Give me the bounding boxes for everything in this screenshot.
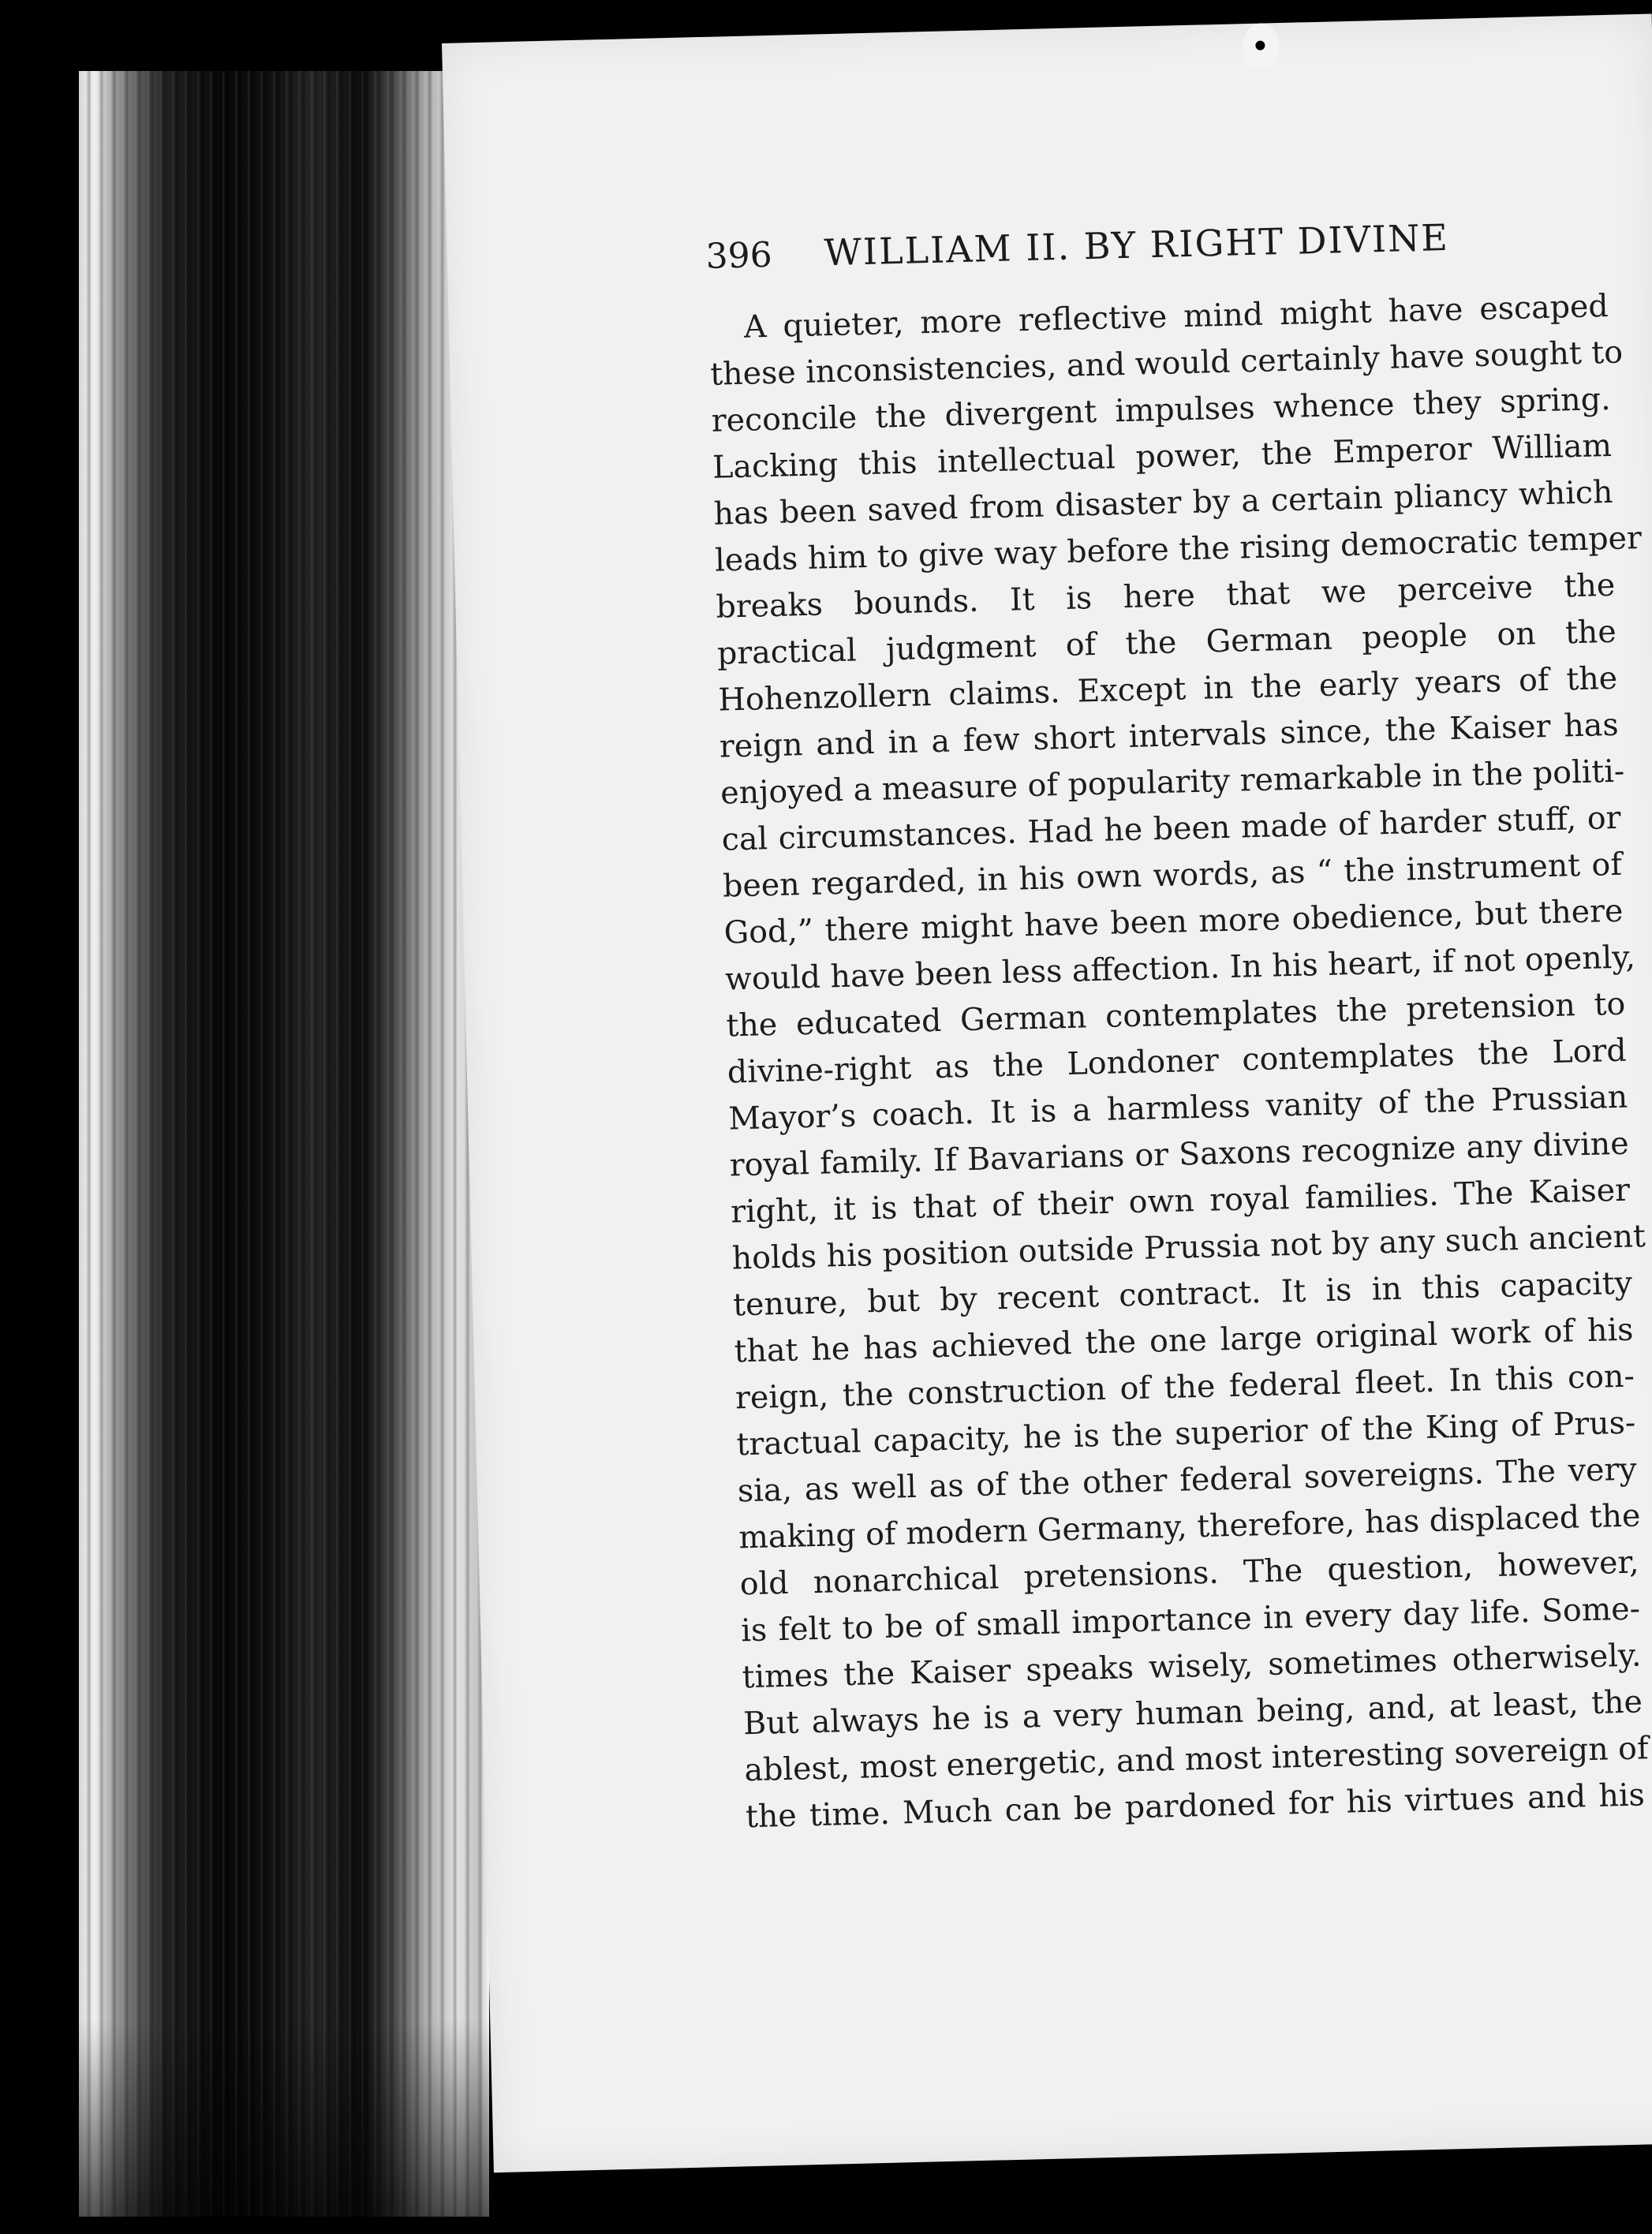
text-line: But always he is a very human being, and, at least, the xyxy=(742,1683,1643,1743)
text-line: is felt to be of small importance in every day life. Some- xyxy=(740,1590,1641,1649)
book-edge-shadow xyxy=(75,2019,493,2234)
text-line: sia, as well as of the other federal sovereigns. The very xyxy=(737,1451,1638,1510)
text-line: God,” there might have been more obedience, but there xyxy=(723,892,1624,951)
text-line: times the Kaiser speaks wisely, sometimes otherwisely. xyxy=(742,1637,1642,1696)
text-line: reign, the construction of the federal fleet. In this con- xyxy=(734,1358,1635,1417)
text-line: practical judgment of the German people on the xyxy=(716,613,1617,672)
page-number: 396 xyxy=(705,234,773,277)
text-line: been regarded, in his own words, as “ the instrument of xyxy=(722,846,1623,905)
text-line: these inconsistencies, and would certainly have sought to xyxy=(709,334,1624,393)
text-line: right, it is that of their own royal families. The Kaiser xyxy=(730,1171,1631,1231)
text-line: A quieter, more reflective mind might have escaped xyxy=(743,287,1609,346)
running-head xyxy=(705,212,1613,277)
chapter-title: WILLIAM II. BY RIGHT DIVINE xyxy=(823,215,1450,275)
text-line: would have been less affection. In his heart, if not openly, xyxy=(724,939,1636,998)
text-line: cal circumstances. Had he been made of harder stuff, or xyxy=(721,799,1621,858)
text-line: tractual capacity, he is the superior of the King of Prus- xyxy=(735,1404,1636,1463)
text-line: ablest, most energetic, and most interesting sovereign of xyxy=(744,1730,1650,1789)
text-line: the time. Much can be pardoned for his virtues and his xyxy=(745,1776,1646,1836)
text-line: tenure, but by recent contract. It is in this capacity xyxy=(732,1265,1633,1324)
text-line: has been saved from disaster by a certain pliancy which xyxy=(713,473,1613,532)
book-fore-edge xyxy=(79,71,489,2217)
text-line: Lacking this intellectual power, the Emperor William xyxy=(712,427,1613,486)
text-line: leads him to give way before the rising democratic temper xyxy=(714,520,1643,579)
text-line: the educated German contemplates the pretension to xyxy=(725,985,1626,1044)
printed-page xyxy=(442,14,1652,2173)
text-line: divine-right as the Londoner contemplates the Lord xyxy=(727,1032,1628,1091)
text-line: enjoyed a measure of popularity remarkable in the politi- xyxy=(719,753,1625,812)
text-line: old nonarchical pretensions. The question, however, xyxy=(739,1544,1640,1603)
binding-hole-mark xyxy=(1243,23,1280,69)
body-text xyxy=(708,283,1650,1840)
text-line: that he has achieved the one large original work of his xyxy=(734,1311,1634,1370)
text-line: holds his position outside Prussia not by any such ancient xyxy=(731,1218,1646,1277)
text-line: reconcile the divergent impulses whence they spring. xyxy=(711,380,1612,439)
text-line: reign and in a few short intervals since, the Kaiser has xyxy=(719,706,1620,765)
text-line: Mayor’s coach. It is a harmless vanity of the Prussian xyxy=(727,1078,1628,1138)
text-line: breaks bounds. It is here that we perceive the xyxy=(716,566,1616,626)
text-line: Hohenzollern claims. Except in the early years of the xyxy=(717,659,1618,719)
text-line: making of modern Germany, therefore, has displaced the xyxy=(738,1497,1641,1556)
text-line: royal family. If Bavarians or Saxons recognize any divine xyxy=(729,1125,1630,1184)
